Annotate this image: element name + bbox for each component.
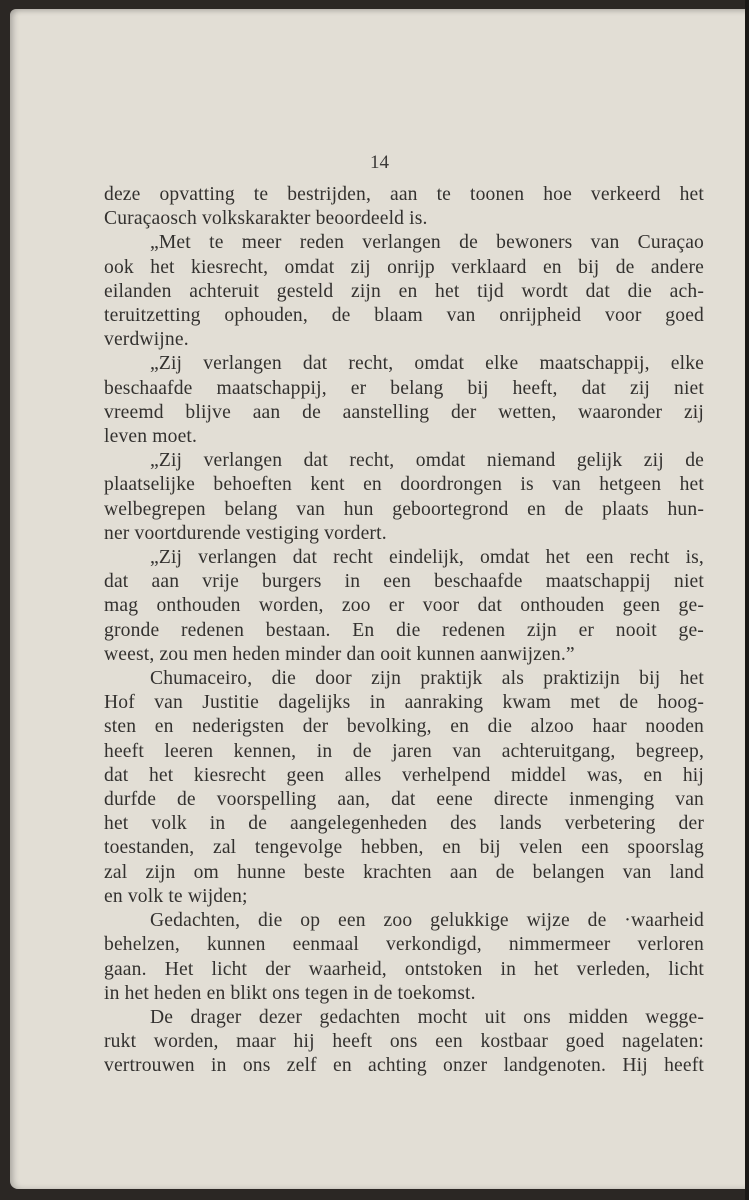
paragraph [104, 667, 704, 909]
text-line: gronde redenen bestaan. En die redenen zijn er nooit ge- [104, 619, 704, 641]
text-line: sten en nederigsten der bevolking, en die alzoo haar nooden [104, 716, 704, 738]
paragraph [104, 909, 704, 1006]
text-line: beschaafde maatschappij, er belang bij heeft, dat zij niet [104, 377, 704, 399]
text-line: „Met te meer reden verlangen de bewoners van Curaçao [150, 232, 704, 254]
text-line: Hof van Justitie dagelijks in aanraking kwam met de hoog- [104, 692, 704, 714]
text-line: dat aan vrije burgers in een beschaafde maatschappij niet [104, 571, 704, 593]
paragraph [104, 1006, 704, 1079]
page-number: 14 [370, 152, 389, 173]
text-line: het volk in de aangelegenheden des lands verbetering der [104, 813, 704, 835]
text-line: heeft leeren kennen, in de jaren van achteruitgang, begreep, [104, 740, 704, 762]
text-line: Chumaceiro, die door zijn praktijk als praktizijn bij het [150, 668, 704, 690]
text-line: „Zij verlangen dat recht, omdat elke maatschappij, elke [150, 353, 704, 375]
text-line: vertrouwen in ons zelf en achting onzer landgenoten. Hij heeft [104, 1055, 704, 1077]
text-line: welbegrepen belang van hun geboortegrond en de plaats hun- [104, 498, 704, 520]
text-line: zal zijn om hunne beste krachten aan de belangen van land [104, 861, 704, 883]
text-line: deze opvatting te bestrijden, aan te toonen hoe verkeerd het [104, 184, 704, 205]
paragraph [104, 183, 704, 231]
text-line: teruitzetting ophouden, de blaam van onrijpheid voor goed [104, 305, 704, 327]
text-line: Gedachten, die op een zoo gelukkige wijze de ·waarheid [150, 910, 704, 932]
text-line: „Zij verlangen dat recht eindelijk, omdat het een recht is, [150, 547, 704, 569]
text-line: dat het kiesrecht geen alles verhelpend middel was, en hij [104, 764, 704, 786]
text-line: gaan. Het licht der waarheid, ontstoken in het verleden, licht [104, 958, 704, 980]
text-line: plaatselijke behoeften kent en doordrongen is van hetgeen het [104, 474, 704, 496]
text-line: verdwijne. [104, 329, 189, 351]
text-line: vreemd blijve aan de aanstelling der wetten, waaronder zij [104, 401, 704, 423]
text-line: in het heden en blikt ons tegen in de toekomst. [104, 982, 476, 1004]
text-line: eilanden achteruit gesteld zijn en het tijd wordt dat die ach- [104, 280, 704, 302]
text-line: weest, zou men heden minder dan ooit kunnen aanwijzen.” [104, 643, 575, 665]
paragraph [104, 352, 704, 449]
text-line: rukt worden, maar hij heeft ons een kostbaar goed nagelaten: [104, 1031, 704, 1053]
text-line: mag onthouden worden, zoo er voor dat onthouden geen ge- [104, 595, 704, 617]
text-line: ner voortdurende vestiging vordert. [104, 522, 387, 544]
text-line: „Zij verlangen dat recht, omdat niemand gelijk zij de [150, 450, 704, 472]
scan-edge [745, 0, 749, 1200]
text-line: behelzen, kunnen eenmaal verkondigd, nimmermeer verloren [104, 934, 704, 956]
paragraph [104, 546, 704, 667]
paragraph [104, 449, 704, 546]
paragraph [104, 231, 704, 352]
text-line: ook het kiesrecht, omdat zij onrijp verklaard en bij de andere [104, 256, 704, 278]
text-line: leven moet. [104, 426, 198, 448]
text-line: en volk te wijden; [104, 885, 248, 907]
text-line: De drager dezer gedachten mocht uit ons midden wegge- [150, 1006, 704, 1028]
text-line: Curaçaosch volkskarakter beoordeeld is. [104, 208, 428, 230]
text-line: toestanden, zal tengevolge hebben, en bij velen een spoorslag [104, 837, 704, 859]
text-line: durfde de voorspelling aan, dat eene directe inmenging van [104, 789, 704, 811]
body-text [104, 183, 704, 1079]
